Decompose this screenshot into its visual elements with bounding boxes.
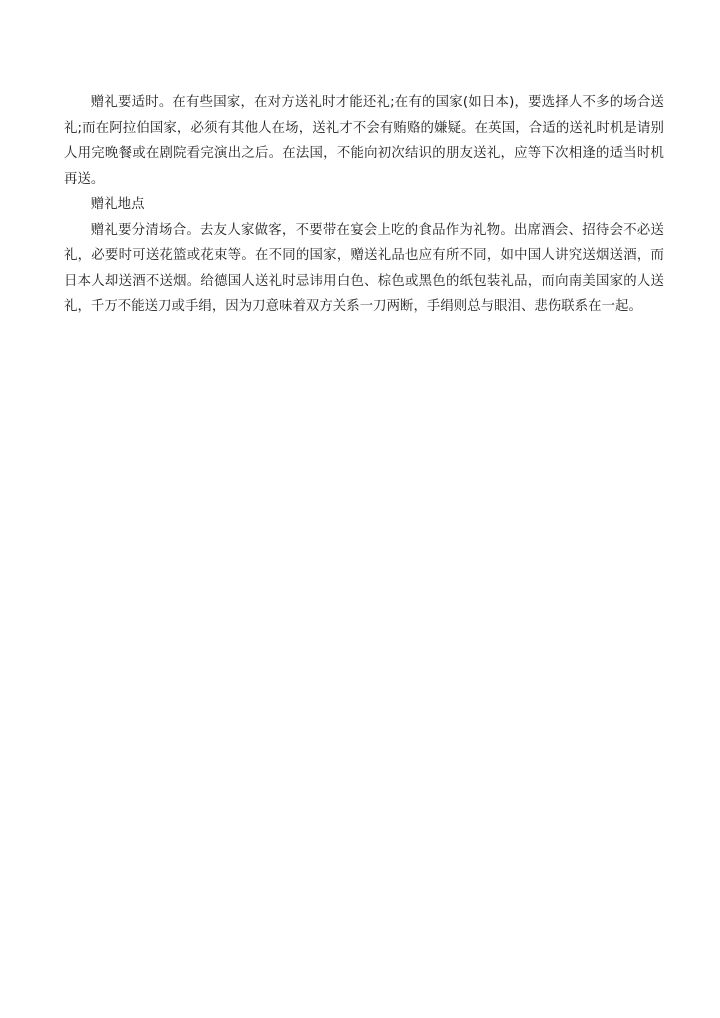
- paragraph-gift-location: 赠礼要分清场合。去友人家做客，不要带在宴会上吃的食品作为礼物。出席酒会、招待会不必送礼，必要时可送花篮或花束等。在不同的国家，赠送礼品也应有所不同，如中国人讲究送烟送酒，而日本人却送酒不送烟。给德国人送礼时忌讳用白色、棕色或黑色的纸包装礼品，而向南美国家的人送礼，千万不能送刀或手绢，因为刀意味着双方关系一刀两断，手绢则总与眼泪、悲伤联系在一起。: [64, 222, 664, 314]
- document-body: [64, 90, 664, 320]
- section-heading-gift-location: 赠礼地点: [90, 197, 145, 212]
- paragraph-gift-timing: 赠礼要适时。在有些国家，在对方送礼时才能还礼;在有的国家(如日本)，要选择人不多的场合送礼;而在阿拉伯国家，必须有其他人在场，送礼才不会有贿赂的嫌疑。在英国，合适的送礼时机是请别人用完晚餐或在剧院看完演出之后。在法国，不能向初次结识的朋友送礼，应等下次相逢的适当时机再送。: [64, 95, 664, 187]
